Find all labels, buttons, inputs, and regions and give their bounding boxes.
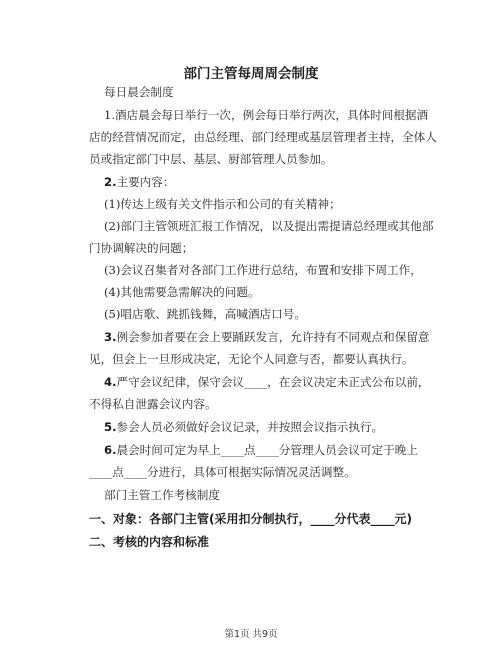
heading-content-standards: 二、考核的内容和标准 <box>89 535 210 549</box>
paragraph-2-item-5: (5)唱店歌、跳抓钱舞，高喊酒店口号。 <box>104 307 306 321</box>
paragraph-3-line-1 <box>104 330 432 344</box>
paragraph-2-heading <box>104 175 432 189</box>
paragraph-3-text: 例会参加者要在会上要踊跃发言，允许持有不同观点和保留意 <box>116 330 430 344</box>
paragraph-1-line-2: 店的经营情况而定，由总经理、部门经理或基层管理者主持，全体人 <box>89 130 437 144</box>
paragraph-6-line-2: ____点____分进行，具体可根据实际情况灵活调整。 <box>89 465 356 479</box>
heading-objects: 一、对象：各部门主管(采用扣分制执行，____分代表____元) <box>89 512 412 526</box>
paragraph-3-number: 3. <box>104 330 117 344</box>
section-label-daily-meeting: 每日晨会制度 <box>104 85 174 99</box>
paragraph-2-item-4: (4)其他需要急需解决的问题。 <box>104 285 260 299</box>
paragraph-4-number: 4. <box>104 375 117 389</box>
paragraph-6-number: 6. <box>104 443 117 457</box>
paragraph-4-line-2: 不得私自泄露会议内容。 <box>89 397 217 411</box>
paragraph-1-line-1: 1.酒店晨会每日举行一次，例会每日举行两次，具体时间根据酒 <box>104 108 429 122</box>
paragraph-5-number: 5. <box>104 420 117 434</box>
paragraph-6-line-1 <box>104 443 432 457</box>
paragraph-2-item-3: (3)会议召集者对各部门工作进行总结，布置和安排下周工作， <box>104 263 422 277</box>
paragraph-2-text: 主要内容： <box>116 175 175 189</box>
paragraph-5 <box>104 420 432 434</box>
paragraph-4-line-1 <box>104 375 432 389</box>
paragraph-1-line-3: 员或指定部门中层、基层、厨部管理人员参加。 <box>89 152 333 166</box>
paragraph-3-line-2: 见，但会上一旦形成决定，无论个人同意与否，都要认真执行。 <box>89 352 414 366</box>
paragraph-6-text: 晨会时间可定为早上____点____分管理人员会议可定于晚上 <box>116 443 418 457</box>
section-label-appraisal: 部门主管工作考核制度 <box>104 488 220 502</box>
paragraph-2-item-2-line-2: 门协调解决的问题； <box>89 241 194 255</box>
page-footer: 第1页 共9页 <box>224 629 278 640</box>
paragraph-2-item-2-line-1: (2)部门主管领班汇报工作情况，以及提出需提请总经理或其他部 <box>104 219 434 233</box>
paragraph-2-item-1: (1)传达上级有关文件指示和公司的有关精神； <box>104 197 341 211</box>
paragraph-5-text: 参会人员必须做好会议记录，并按照会议指示执行。 <box>116 420 384 434</box>
paragraph-4-text: 严守会议纪律，保守会议____，在会议决定未正式公布以前， <box>116 375 430 389</box>
paragraph-2-number: 2. <box>104 175 117 189</box>
document-title: 部门主管每周周会制度 <box>183 66 319 82</box>
